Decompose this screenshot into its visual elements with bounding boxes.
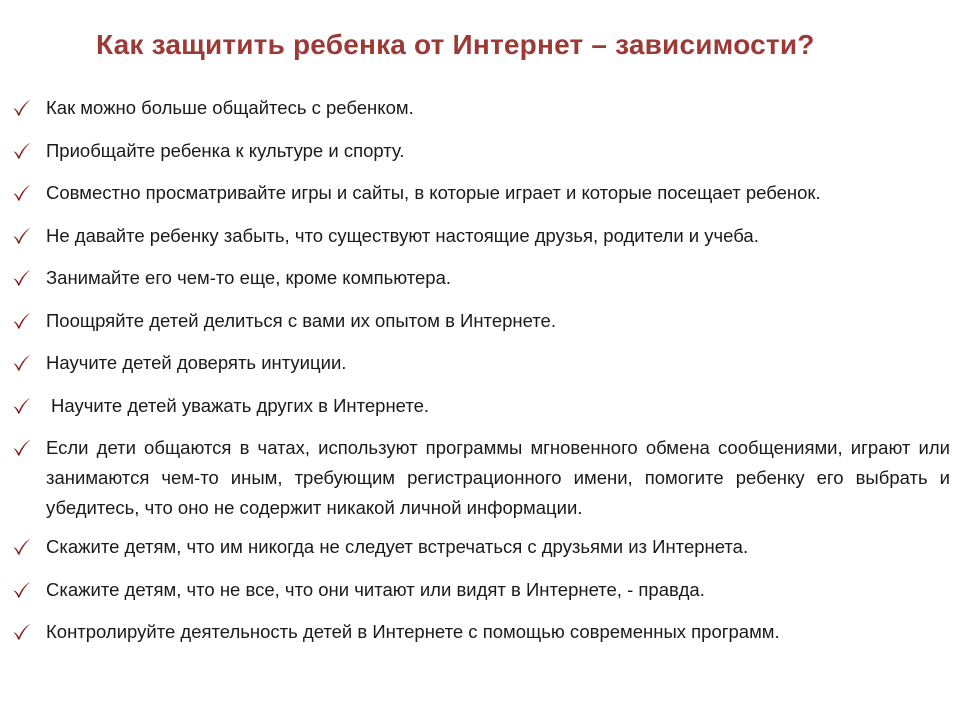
bullet-item-2 <box>12 136 950 166</box>
check-icon <box>12 353 32 373</box>
check-icon <box>12 311 32 331</box>
bullet-text: Контролируйте деятельность детей в Интернете с помощью современных программ. <box>46 621 780 642</box>
check-icon <box>12 622 32 642</box>
bullet-item-8 <box>12 391 950 421</box>
bullet-text: Занимайте его чем-то еще, кроме компьютера. <box>46 267 452 288</box>
check-icon <box>12 580 32 600</box>
check-icon <box>12 226 32 246</box>
check-icon <box>12 438 32 458</box>
bullet-item-7 <box>12 348 950 378</box>
bullet-text: Научите детей уважать других в Интернете. <box>51 394 430 416</box>
bullet-text: Не давайте ребенку забыть, что существуют настоящие друзья, родители и учеба. <box>46 224 759 246</box>
check-icon <box>12 268 32 288</box>
bullet-text: Поощряйте детей делиться с вами их опытом в Интернете. <box>46 309 556 331</box>
bullet-item-1 <box>12 93 950 123</box>
bullet-item-5 <box>12 263 950 293</box>
bullet-text: Научите детей доверять интуиции. <box>46 352 347 373</box>
bullet-text: Если дети общаются в чатах, используют программы мгновенного обмена сообщениями, играют или занимаются чем-то иным, требующим регистрационного имени, помогите ребенку его выбрать и убедитесь, что оно не содержит никакой личной информации. <box>46 437 950 518</box>
check-icon <box>12 537 32 557</box>
bullet-item-11 <box>12 575 950 605</box>
bullet-text: Как можно больше общайтесь с ребенком. <box>46 97 414 118</box>
check-icon <box>12 183 32 203</box>
bullet-item-3 <box>12 178 950 208</box>
bullet-text: Скажите детям, что им никогда не следует встречаться с друзьями из Интернета. <box>46 536 749 557</box>
check-icon <box>12 141 32 161</box>
slide-title: Как защитить ребенка от Интернет – зависимости? <box>96 29 815 60</box>
check-icon <box>12 98 32 118</box>
bullet-text: Скажите детям, что не все, что они читают или видят в Интернете, - правда. <box>46 578 705 600</box>
bullet-item-10 <box>12 532 950 562</box>
bullet-text: Приобщайте ребенка к культуре и спорту. <box>46 139 405 161</box>
bullet-text: Совместно просматривайте игры и сайты, в которые играет и которые посещает ребенок. <box>46 182 821 203</box>
bullet-list <box>12 93 950 660</box>
bullet-item-4 <box>12 221 950 251</box>
bullet-item-9 <box>12 433 950 523</box>
bullet-item-6 <box>12 306 950 336</box>
check-icon <box>12 396 32 416</box>
bullet-item-12 <box>12 617 950 647</box>
